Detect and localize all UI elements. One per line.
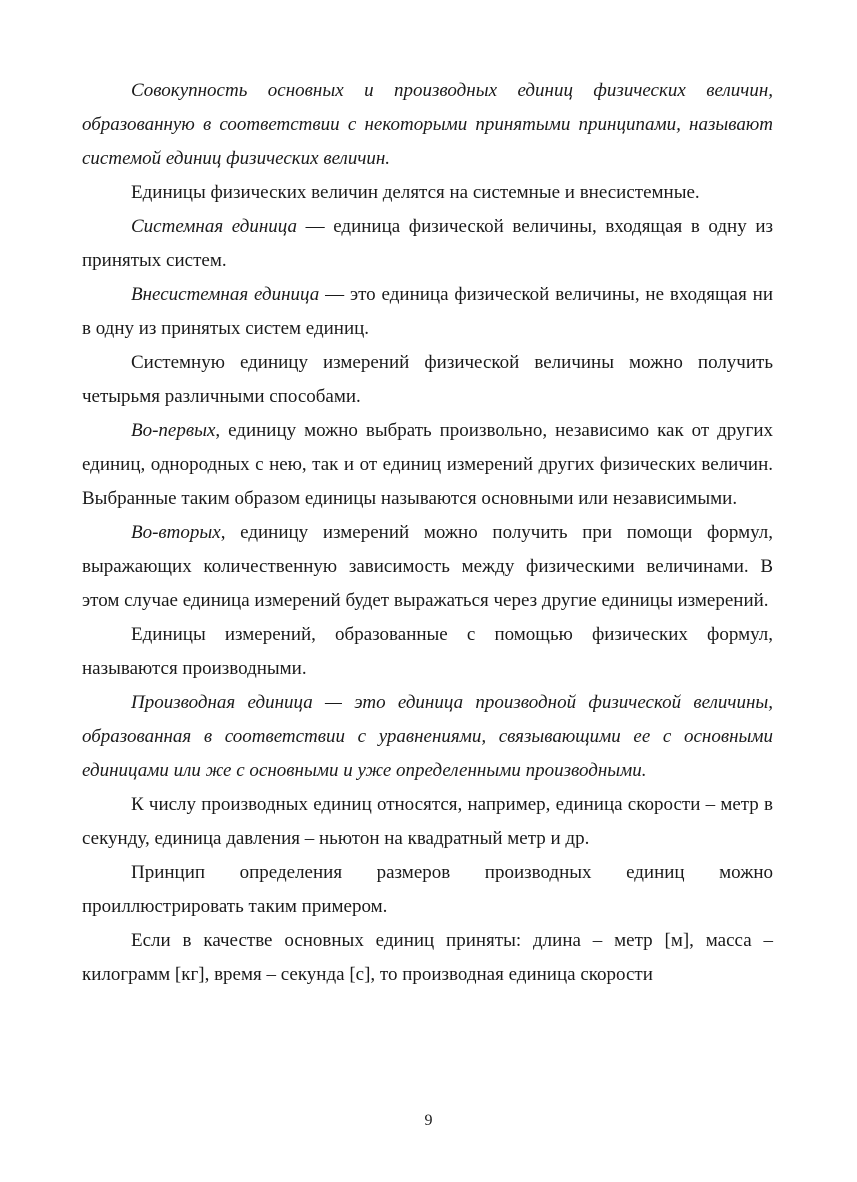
text-run: — единица физической величины, входящая в одну из принятых систем. [82, 216, 773, 271]
italic-run: Совокупность основных и производных единиц физических величин, образованную в соответствии с некоторыми принятыми принципами, называют системой единиц физических величин. [82, 80, 773, 169]
italic-run: Во-вторых [131, 522, 221, 543]
text-run: Единицы измерений, образованные с помощью физических формул, называются производными. [82, 624, 773, 679]
paragraph [82, 414, 773, 516]
paragraph [82, 924, 773, 992]
text-run: — это единица физической величины, не входящая ни в одну из принятых систем единиц. [82, 284, 774, 339]
text-run: К числу производных единиц относятся, например, единица скорости – метр в секунду, единица давления – ньютон на квадратный метр и др. [82, 794, 773, 849]
paragraph [82, 788, 773, 856]
text-run: Если в качестве основных единиц приняты: длина – метр [м], масса – килограмм [кг], время – секунда [с], то производная единица скорости [82, 930, 773, 985]
paragraph [82, 856, 773, 924]
paragraph [82, 176, 773, 210]
paragraph [82, 618, 773, 686]
text-run: , единицу можно выбрать произвольно, независимо как от других единиц, однородных с нею, так и от единиц измерений других физических величин. Выбранные таким образом единицы называются основными или независимыми. [82, 420, 773, 509]
italic-run: Во-первых [131, 420, 216, 441]
text-run: Системную единицу измерений физической величины можно получить четырьмя различными способами. [82, 352, 773, 407]
paragraph [82, 346, 773, 414]
paragraph [82, 74, 773, 176]
paragraph [82, 686, 773, 788]
italic-run: Производная единица — это единица производной физической величины, образованная в соответствии с уравнениями, связывающими ее с основными единицами или же с основными и уже определенными производными. [82, 692, 773, 781]
paragraph [82, 210, 773, 278]
italic-run: Внесистемная единица [131, 284, 320, 305]
text-run: , единицу измерений можно получить при помощи формул, выражающих количественную зависимость между физическими величинами. В этом случае единица измерений будет выражаться через другие единицы измерений. [82, 522, 773, 611]
text-run: Единицы физических величин делятся на системные и внесистемные. [131, 182, 700, 203]
paragraph [82, 516, 773, 618]
paragraph [82, 278, 773, 346]
page-number: 9 [424, 1112, 433, 1129]
text-run: Принцип определения размеров производных единиц можно проиллюстрировать таким примером. [82, 862, 773, 917]
italic-run: Системная единица [131, 216, 298, 237]
body-text [82, 74, 773, 992]
